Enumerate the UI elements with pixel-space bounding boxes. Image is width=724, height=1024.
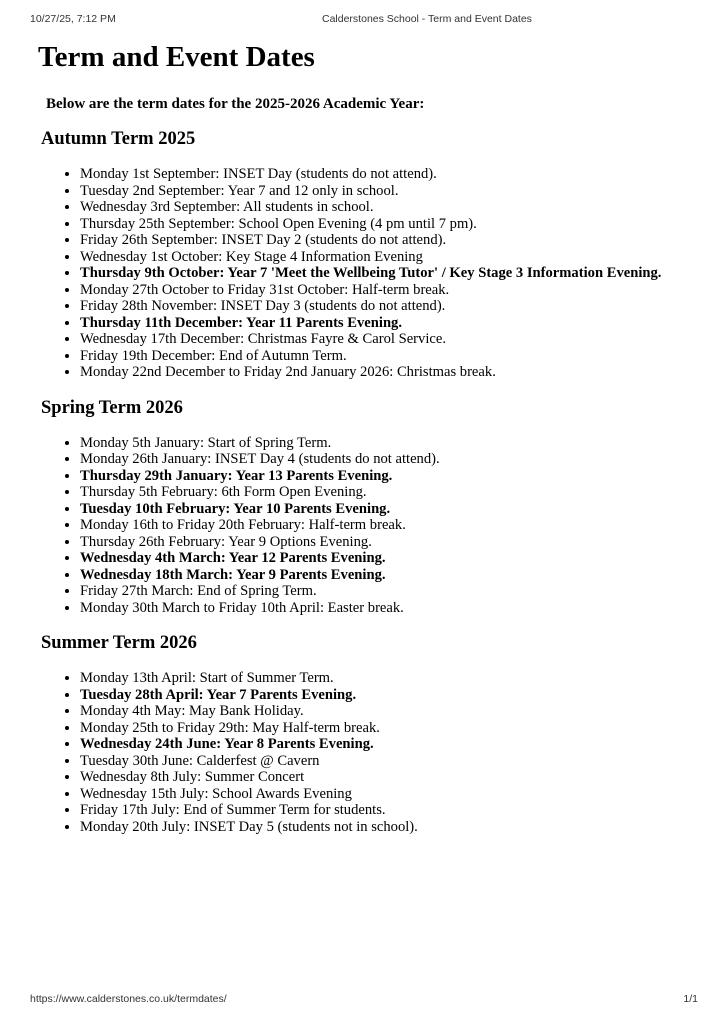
event-item: • Tuesday 28th April: Year 7 Parents Evening. [80, 687, 686, 704]
term-section [38, 130, 686, 381]
event-item: • Wednesday 3rd September: All students in school. [80, 199, 686, 216]
event-item: • Tuesday 30th June: Calderfest @ Cavern [80, 753, 686, 770]
event-list [38, 435, 686, 617]
event-item: • Monday 1st September: INSET Day (students do not attend). [80, 166, 686, 183]
event-item: • Monday 5th January: Start of Spring Term. [80, 435, 686, 452]
event-item: • Wednesday 1st October: Key Stage 4 Information Evening [80, 249, 686, 266]
document-body [38, 0, 686, 835]
term-heading: Autumn Term 2025 [41, 129, 196, 150]
event-item: • Thursday 11th December: Year 11 Parents Evening. [80, 315, 686, 332]
print-header-datetime: 10/27/25, 7:12 PM [30, 13, 116, 25]
event-item: • Thursday 29th January: Year 13 Parents Evening. [80, 468, 686, 485]
intro-text: Below are the term dates for the 2025-2026 Academic Year: [46, 96, 425, 113]
print-header-doc-title: Calderstones School - Term and Event Dates [322, 13, 532, 25]
event-item: • Thursday 25th September: School Open Evening (4 pm until 7 pm). [80, 216, 686, 233]
event-item: • Monday 20th July: INSET Day 5 (students not in school). [80, 819, 686, 836]
print-footer [0, 993, 724, 1009]
event-list [38, 670, 686, 835]
event-item: • Wednesday 8th July: Summer Concert [80, 769, 686, 786]
event-item: • Friday 17th July: End of Summer Term for students. [80, 802, 686, 819]
event-item: • Monday 25th to Friday 29th: May Half-term break. [80, 720, 686, 737]
event-item: • Friday 26th September: INSET Day 2 (students do not attend). [80, 232, 686, 249]
event-item: • Monday 22nd December to Friday 2nd January 2026: Christmas break. [80, 364, 686, 381]
event-item: • Thursday 26th February: Year 9 Options Evening. [80, 534, 686, 551]
term-sections [38, 130, 686, 835]
term-section [38, 399, 686, 617]
event-item: • Wednesday 4th March: Year 12 Parents Evening. [80, 550, 686, 567]
page-title: Term and Event Dates [38, 41, 315, 73]
event-item: • Wednesday 18th March: Year 9 Parents Evening. [80, 567, 686, 584]
event-item: • Wednesday 15th July: School Awards Evening [80, 786, 686, 803]
term-section [38, 634, 686, 835]
event-item: • Wednesday 17th December: Christmas Fayre & Carol Service. [80, 331, 686, 348]
event-item: • Monday 26th January: INSET Day 4 (students do not attend). [80, 451, 686, 468]
event-list [38, 166, 686, 381]
event-item: • Monday 13th April: Start of Summer Term. [80, 670, 686, 687]
event-item: • Friday 19th December: End of Autumn Term. [80, 348, 686, 365]
event-item: • Monday 27th October to Friday 31st October: Half-term break. [80, 282, 686, 299]
event-item: • Tuesday 10th February: Year 10 Parents Evening. [80, 501, 686, 518]
event-item: • Friday 27th March: End of Spring Term. [80, 583, 686, 600]
term-heading: Summer Term 2026 [41, 633, 197, 654]
print-footer-url: https://www.calderstones.co.uk/termdates/ [30, 993, 227, 1005]
print-footer-page-number: 1/1 [683, 993, 698, 1005]
term-heading: Spring Term 2026 [41, 397, 183, 418]
event-item: • Thursday 9th October: Year 7 'Meet the Wellbeing Tutor' / Key Stage 3 Information Evening. [80, 265, 686, 282]
event-item: • Monday 4th May: May Bank Holiday. [80, 703, 686, 720]
event-item: • Wednesday 24th June: Year 8 Parents Evening. [80, 736, 686, 753]
event-item: • Monday 30th March to Friday 10th April: Easter break. [80, 600, 686, 617]
event-item: • Thursday 5th February: 6th Form Open Evening. [80, 484, 686, 501]
event-item: • Tuesday 2nd September: Year 7 and 12 only in school. [80, 183, 686, 200]
event-item: • Friday 28th November: INSET Day 3 (students do not attend). [80, 298, 686, 315]
event-item: • Monday 16th to Friday 20th February: Half-term break. [80, 517, 686, 534]
